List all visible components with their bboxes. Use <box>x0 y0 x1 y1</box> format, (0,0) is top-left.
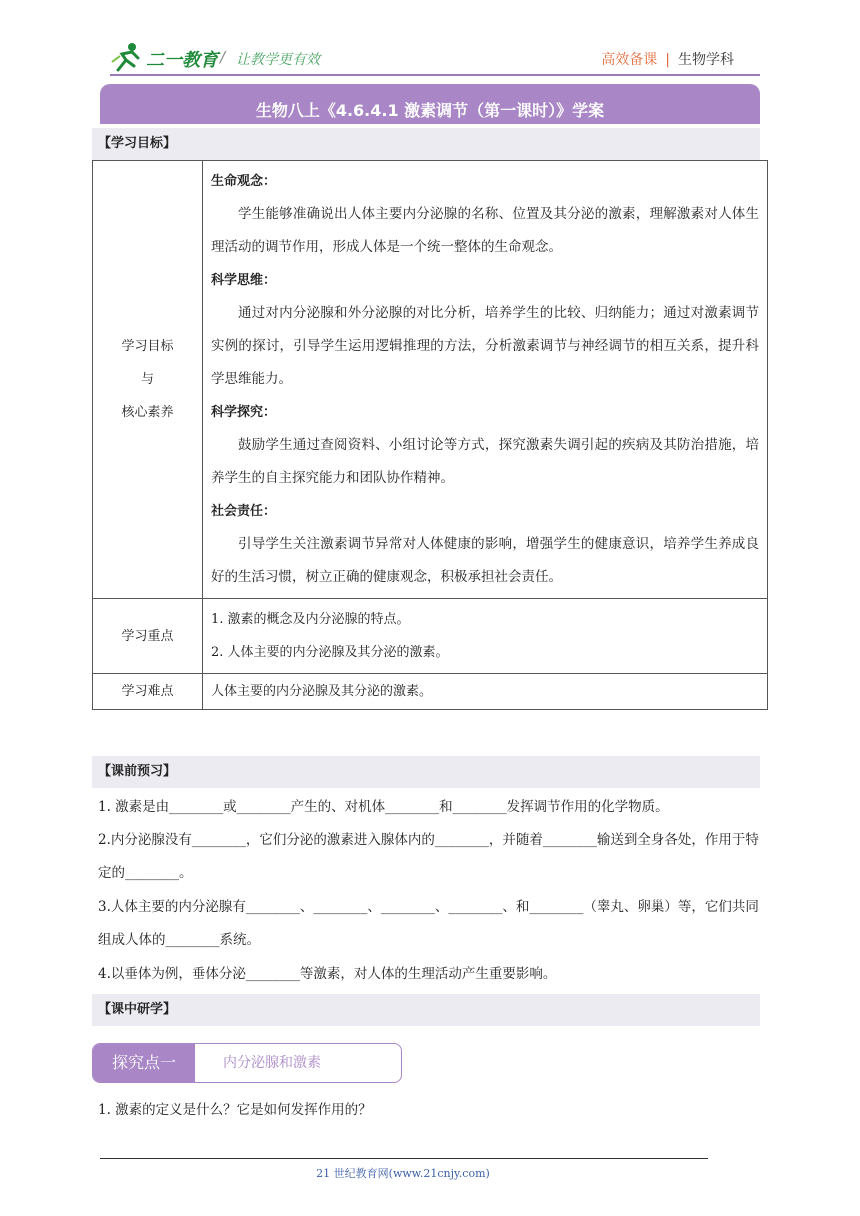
preview-question: 4.以垂体为例，垂体分泌________等激素，对人体的生理活动产生重要影响。 <box>98 966 557 982</box>
key-points-label: 学习重点 <box>93 599 203 674</box>
key-point: 1. 激素的概念及内分泌腺的特点。 <box>211 612 410 627</box>
section-goals-heading: 【学习目标】 <box>92 128 760 160</box>
explore-topic: 内分泌腺和激素 <box>223 1055 321 1071</box>
header-divider-line <box>110 74 760 76</box>
block-text: 引导学生关注激素调节异常对人体健康的影响，增强学生的健康意识，培养学生养成良好的生活习惯，树立正确的健康观念，积极承担社会责任。 <box>211 536 759 585</box>
page-header <box>110 42 760 76</box>
section-study-heading: 【课中研学】 <box>92 994 760 1026</box>
block-heading: 生命观念： <box>211 174 277 189</box>
table-row <box>93 161 768 599</box>
footer-text: 21 世纪教育网(www.21cnjy.com) <box>316 1167 490 1180</box>
goals-label-cell <box>93 161 203 599</box>
explore-tab-label: 探究点一 <box>93 1044 195 1083</box>
section-preview-heading: 【课前预习】 <box>92 756 760 788</box>
header-subject <box>601 49 734 69</box>
logo-slogan: 让教学更有效 <box>236 52 320 68</box>
header-divider: | <box>665 52 670 68</box>
block-heading: 科学思维： <box>211 273 277 288</box>
preview-question: 1. 激素是由________或________产生的、对机体________和________发挥调节作用的化学物质。 <box>98 799 669 815</box>
runner-logo-icon <box>110 42 144 72</box>
explore-tab <box>92 1043 402 1083</box>
logo-separator: / <box>220 48 226 66</box>
table-row <box>93 674 768 710</box>
key-point: 2. 人体主要的内分泌腺及其分泌的激素。 <box>211 645 449 660</box>
block-heading: 科学探究： <box>211 405 277 420</box>
block-text: 通过对内分泌腺和外分泌腺的对比分析，培养学生的比较、归纳能力；通过对激素调节实例的探讨，引导学生运用逻辑推理的方法，分析激素调节与神经调节的相互关系，提升科学思维能力。 <box>211 305 759 387</box>
block-text: 学生能够准确说出人体主要内分泌腺的名称、位置及其分泌的激素，理解激素对人体生理活动的调节作用，形成人体是一个统一整体的生命观念。 <box>211 206 759 255</box>
goals-content-cell <box>203 161 768 599</box>
block-heading: 社会责任： <box>211 504 277 519</box>
goals-label-line: 核心素养 <box>121 405 174 420</box>
goals-table <box>92 160 768 710</box>
logo-text: 二一教育 <box>146 50 218 71</box>
difficult-points-label: 学习难点 <box>93 674 203 710</box>
header-tag: 高效备课 <box>601 52 658 68</box>
goals-label-line: 学习目标 <box>121 339 174 354</box>
key-points-cell <box>203 599 768 674</box>
goals-label-line: 与 <box>140 372 154 387</box>
explore-question: 1. 激素的定义是什么？它是如何发挥作用的？ <box>98 1102 372 1118</box>
preview-question: 2.内分泌腺没有________，它们分泌的激素进入腺体内的________，并随着________输送到全身各处，作用于特定的________。 <box>98 832 759 881</box>
page-title: 生物八上《4.6.4.1 激素调节（第一课时）》学案 <box>100 84 760 124</box>
block-text: 鼓励学生通过查阅资料、小组讨论等方式，探究激素失调引起的疾病及其防治措施，培养学生的自主探究能力和团队协作精神。 <box>211 437 759 486</box>
difficult-points-cell: 人体主要的内分泌腺及其分泌的激素。 <box>203 674 768 710</box>
header-subject-label: 生物学科 <box>678 52 734 68</box>
preview-question: 3.人体主要的内分泌腺有________、________、________、________、和________（睾丸、卵巢）等，它们共同组成人体的________系统。 <box>98 899 759 948</box>
table-row <box>93 599 768 674</box>
footer-divider <box>100 1158 708 1159</box>
